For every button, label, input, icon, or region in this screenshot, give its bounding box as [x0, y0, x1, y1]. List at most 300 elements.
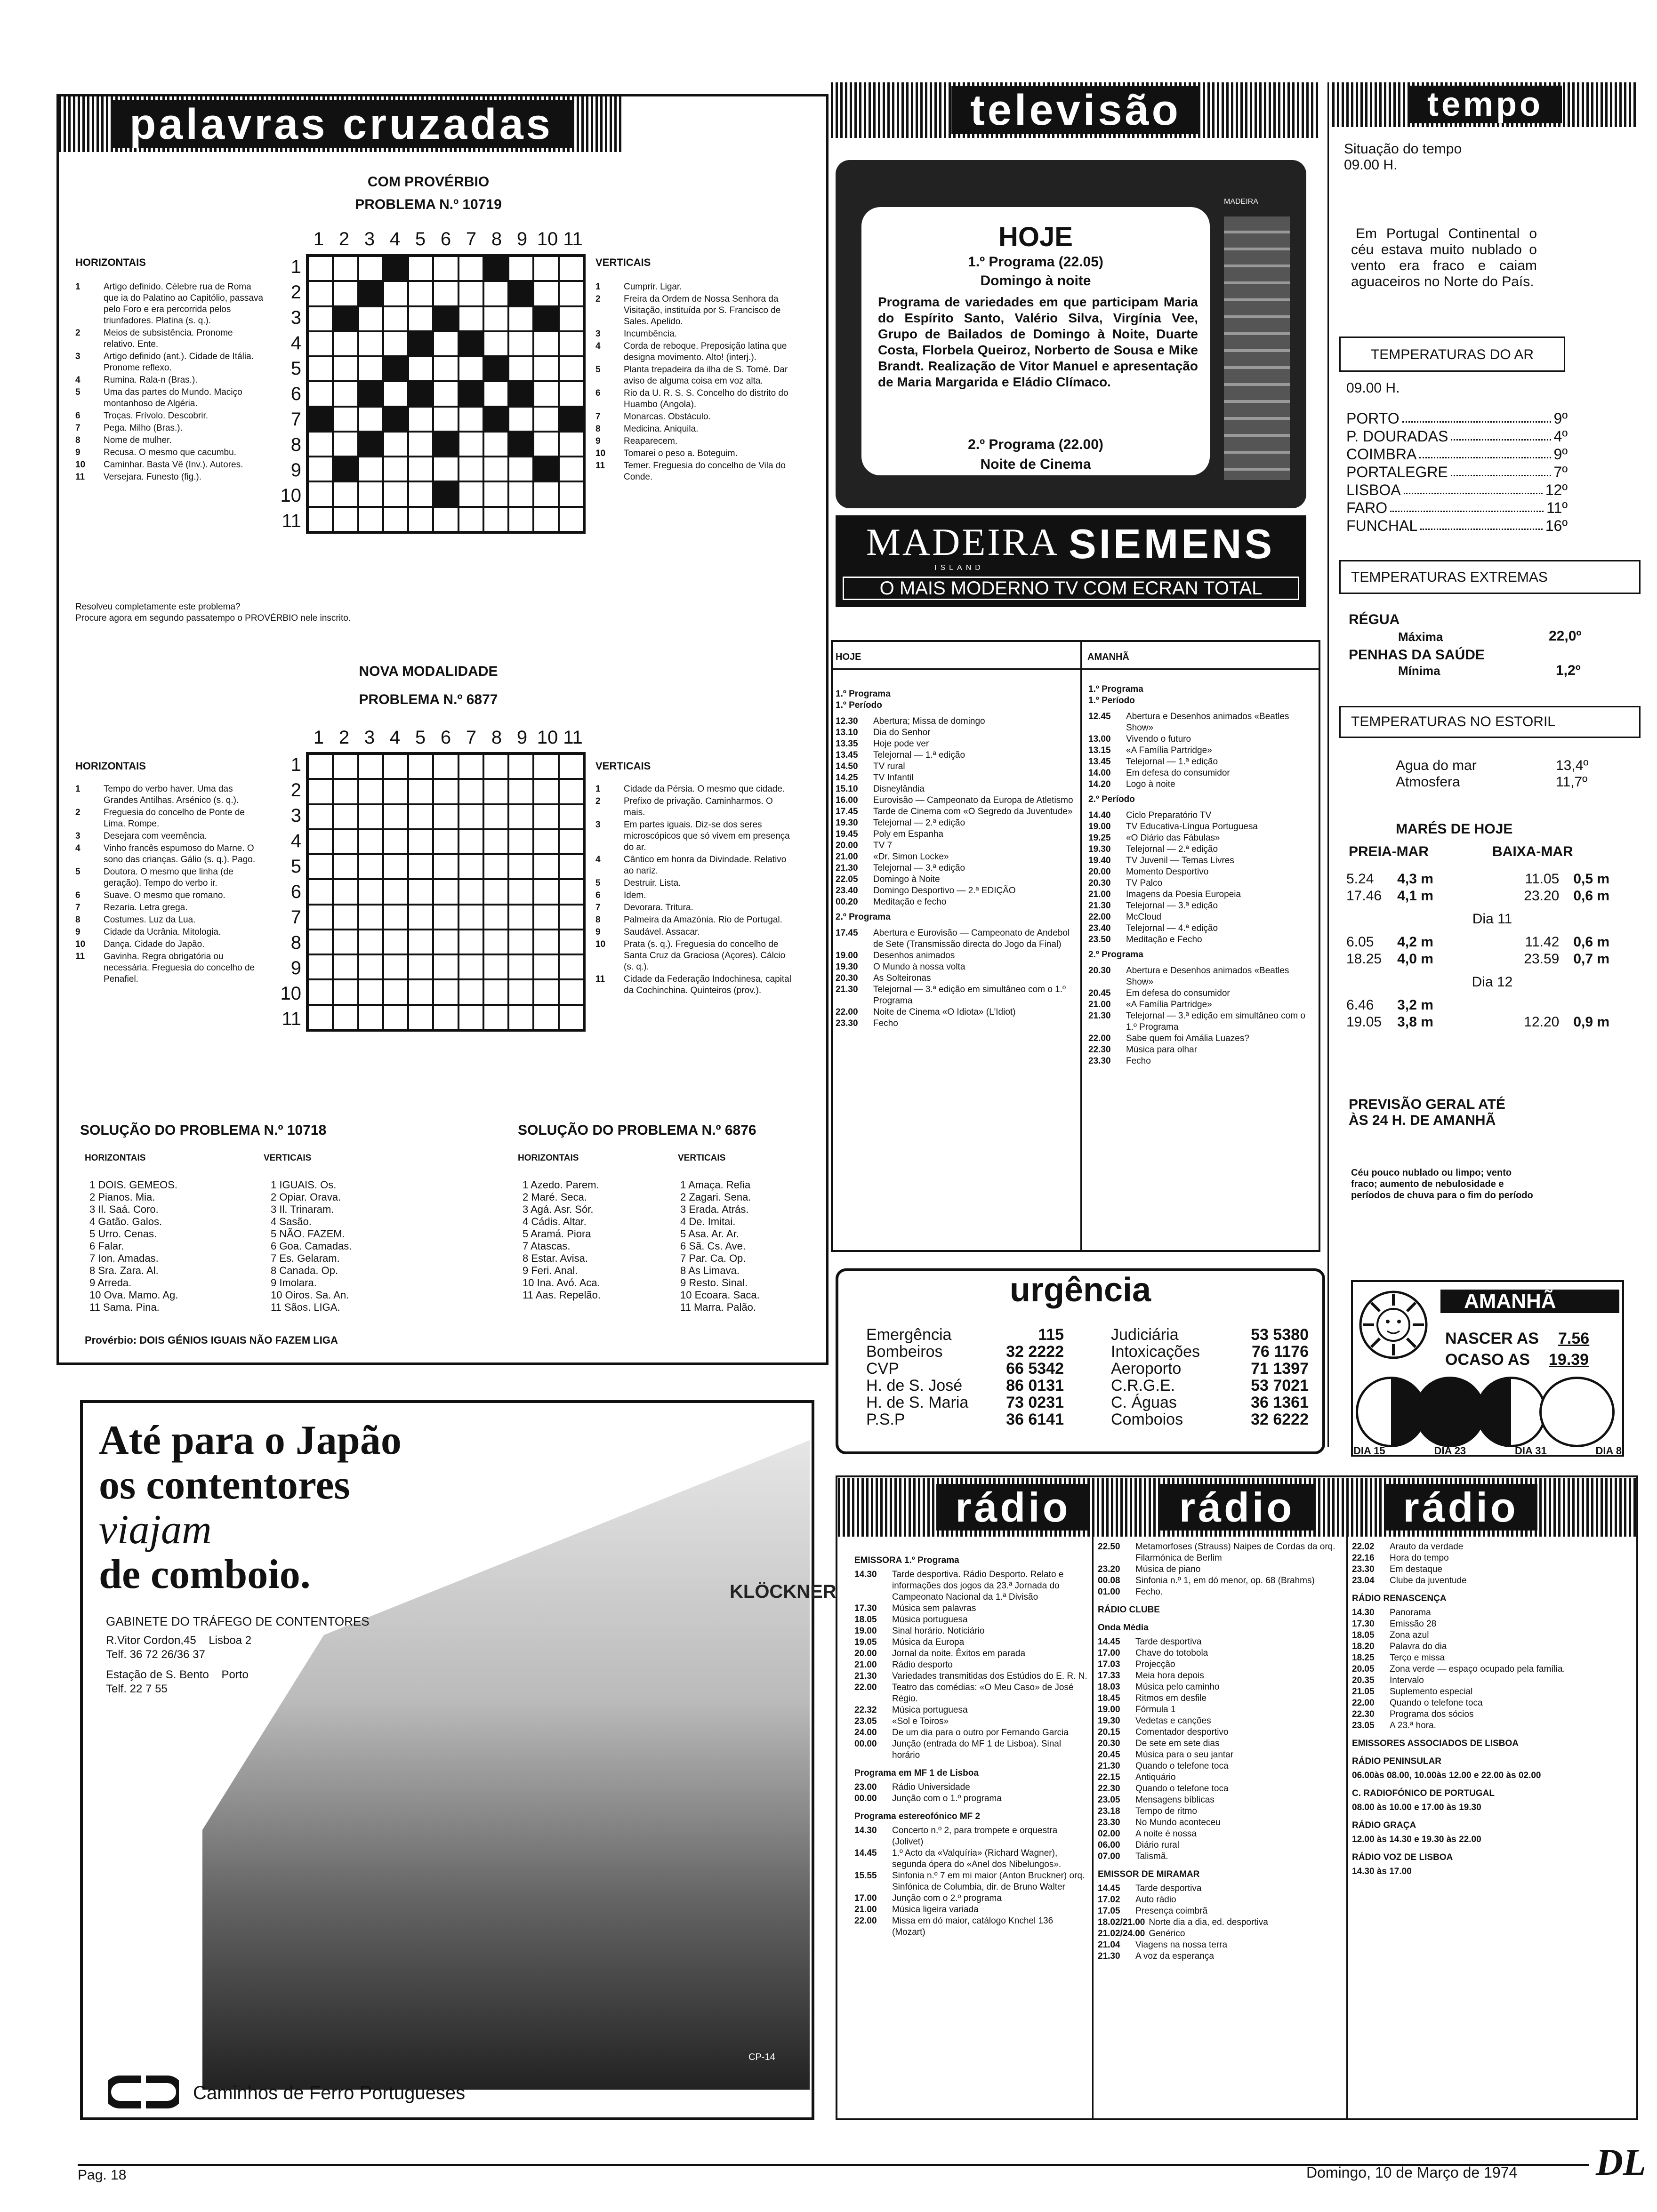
grid1-cell[interactable]	[433, 457, 458, 481]
tv-amanha-p1b-time: 21.30	[1088, 901, 1111, 911]
radio-col2-title: Música para o seu jantar	[1135, 1750, 1234, 1760]
grid2-cell[interactable]	[533, 829, 558, 854]
grid1-cell[interactable]	[559, 432, 584, 457]
p1-h-clue-text: Artigo definido (ant.). Cidade de Itália. Pronome reflexo.	[104, 352, 254, 373]
grid1-cell[interactable]	[408, 457, 433, 481]
grid1-cell[interactable]	[483, 457, 508, 481]
grid2-cell[interactable]	[559, 804, 584, 829]
grid1-cell[interactable]	[508, 306, 533, 331]
grid1-cell[interactable]	[333, 331, 358, 356]
grid2-cell[interactable]	[433, 779, 458, 804]
grid1-cell[interactable]	[483, 306, 508, 331]
p2-h-clue	[75, 951, 264, 985]
tempo-banner	[1332, 82, 1638, 127]
grid2-cell[interactable]	[358, 829, 383, 854]
grid2-cell[interactable]	[358, 954, 383, 979]
grid2-cell[interactable]	[408, 879, 433, 904]
tv-amanha-p2-time: 22.30	[1088, 1045, 1111, 1055]
radio-col2-title: Fecho.	[1135, 1587, 1163, 1597]
solution-2-h-label: HORIZONTAIS	[518, 1153, 579, 1163]
temp-value: 11º	[1546, 499, 1568, 516]
grid2-cell[interactable]	[333, 779, 358, 804]
grid2-cell[interactable]	[559, 829, 584, 854]
radio-col1-heading: Programa em MF 1 de Lisboa	[854, 1768, 979, 1778]
grid2-cell[interactable]	[358, 979, 383, 1004]
grid2-cell[interactable]	[333, 754, 358, 779]
grid2-cell[interactable]	[508, 930, 533, 954]
grid1-cell[interactable]	[333, 381, 358, 406]
grid2-cell[interactable]	[458, 954, 483, 979]
grid1-cell[interactable]	[483, 481, 508, 506]
grid2-cell[interactable]	[508, 779, 533, 804]
grid2-cell[interactable]	[483, 879, 508, 904]
grid1-cell[interactable]	[358, 457, 383, 481]
tide-day: Dia 11	[1472, 911, 1512, 927]
grid2-cell[interactable]	[433, 930, 458, 954]
grid1-cell[interactable]	[358, 481, 383, 506]
grid1-cell[interactable]	[433, 507, 458, 532]
grid2-cell[interactable]	[358, 804, 383, 829]
tv-hoje-p2-item	[836, 1007, 1076, 1018]
grid2-cell[interactable]	[383, 879, 408, 904]
grid2-cell[interactable]	[508, 905, 533, 930]
grid2-cell[interactable]	[383, 954, 408, 979]
grid1-cell[interactable]	[408, 507, 433, 532]
grid1-cell[interactable]	[559, 331, 584, 356]
grid1-cell[interactable]	[533, 381, 558, 406]
grid2-cell[interactable]	[533, 1005, 558, 1030]
grid2-cell[interactable]	[458, 879, 483, 904]
grid2-cell[interactable]	[333, 1005, 358, 1030]
grid1-cell[interactable]	[333, 281, 358, 306]
grid2-cell[interactable]	[308, 930, 333, 954]
grid1-cell[interactable]	[533, 432, 558, 457]
grid2-cell[interactable]	[358, 854, 383, 879]
grid2-cell[interactable]	[458, 804, 483, 829]
grid2-cell[interactable]	[559, 979, 584, 1004]
tv-amanha-p1b-item	[1088, 844, 1314, 855]
grid1-cell[interactable]	[408, 306, 433, 331]
tv-hoje-p1-item	[836, 761, 1076, 772]
grid1-cell[interactable]	[458, 407, 483, 432]
grid1-cell[interactable]	[458, 281, 483, 306]
grid1-cell[interactable]	[308, 281, 333, 306]
grid2-cell[interactable]	[508, 804, 533, 829]
radio-col2-item	[1098, 1894, 1342, 1906]
grid2-cell[interactable]	[508, 979, 533, 1004]
grid2-cell[interactable]	[533, 954, 558, 979]
grid1-cell[interactable]	[508, 407, 533, 432]
grid1-cell[interactable]	[433, 256, 458, 281]
grid2-cell[interactable]	[458, 979, 483, 1004]
radio-col2-time: 07.00	[1098, 1851, 1120, 1861]
grid2-cell[interactable]	[383, 854, 408, 879]
urgencia-right-phone: 76 1176	[1251, 1343, 1309, 1361]
crossword-grid-1[interactable]	[306, 254, 586, 534]
grid2-cell[interactable]	[533, 905, 558, 930]
grid2-cell[interactable]	[483, 854, 508, 879]
p2-col-number: 9	[516, 727, 528, 748]
p2-h-clue-text: Vinho francês espumoso do Marne. O sono das crianças. Gálio (s. q.). Pago.	[104, 843, 256, 865]
grid2-cell[interactable]	[483, 779, 508, 804]
radio-col2-title: Auto rádio	[1135, 1895, 1176, 1905]
grid2-cell[interactable]	[559, 954, 584, 979]
grid2-cell[interactable]	[433, 829, 458, 854]
radio-col2-title: Vedetas e canções	[1135, 1716, 1211, 1726]
p2-h-clue-text: Dança. Cidade do Japão.	[104, 939, 205, 949]
grid1-cell[interactable]	[358, 306, 383, 331]
grid1-cell[interactable]	[408, 256, 433, 281]
grid2-cell[interactable]	[358, 879, 383, 904]
p2-h-clue-text: Desejara com veemência.	[104, 831, 207, 841]
grid1-cell[interactable]	[508, 356, 533, 381]
grid1-cell[interactable]	[383, 457, 408, 481]
radio-col2-item	[1098, 1828, 1342, 1840]
grid1-cell[interactable]	[358, 256, 383, 281]
grid1-cell[interactable]	[408, 407, 433, 432]
grid2-cell[interactable]	[408, 829, 433, 854]
island-logo: ISLAND	[934, 564, 984, 572]
grid1-cell[interactable]	[559, 356, 584, 381]
grid1-cell[interactable]	[358, 507, 383, 532]
grid2-cell[interactable]	[333, 829, 358, 854]
grid2-cell[interactable]	[483, 930, 508, 954]
grid2-cell[interactable]	[508, 954, 533, 979]
grid1-cell[interactable]	[308, 356, 333, 381]
grid1-cell[interactable]	[458, 481, 483, 506]
grid2-cell[interactable]	[483, 954, 508, 979]
grid2-cell[interactable]	[308, 954, 333, 979]
grid2-cell[interactable]	[533, 930, 558, 954]
grid2-cell[interactable]	[483, 1005, 508, 1030]
grid1-cell[interactable]	[483, 432, 508, 457]
p1-horizontais-label: HORIZONTAIS	[75, 256, 146, 268]
radio-banner-text-1: rádio	[936, 1484, 1089, 1531]
grid1-cell[interactable]	[508, 256, 533, 281]
grid1-cell[interactable]	[433, 281, 458, 306]
grid1-cell[interactable]	[508, 457, 533, 481]
grid2-cell[interactable]	[433, 754, 458, 779]
grid1-cell[interactable]	[458, 507, 483, 532]
grid1-cell[interactable]	[358, 407, 383, 432]
grid1-black-cell	[383, 256, 408, 281]
grid2-cell[interactable]	[408, 979, 433, 1004]
p1-v-clue-number: 11	[595, 461, 605, 471]
grid1-cell[interactable]	[333, 507, 358, 532]
radio-col2-heading: Onda Média	[1098, 1623, 1149, 1633]
grid2-cell[interactable]	[433, 804, 458, 829]
grid2-cell[interactable]	[533, 879, 558, 904]
radio-col1-time: 00.00	[854, 1794, 877, 1803]
grid1-cell[interactable]	[433, 381, 458, 406]
grid1-cell[interactable]	[458, 356, 483, 381]
grid1-cell[interactable]	[483, 381, 508, 406]
grid2-cell[interactable]	[408, 804, 433, 829]
tv-hoje-p1-item	[836, 727, 1076, 738]
grid1-cell[interactable]	[308, 256, 333, 281]
grid2-cell[interactable]	[408, 905, 433, 930]
grid2-cell[interactable]	[358, 1005, 383, 1030]
grid1-cell[interactable]	[508, 481, 533, 506]
tempo-description: Em Portugal Continental o céu estava muito nublado o vento era fraco e caiam aguaceiros no Norte do País.	[1351, 226, 1537, 289]
p1-v-clue-text: Incumbência.	[624, 329, 677, 339]
grid2-cell[interactable]	[333, 954, 358, 979]
grid2-cell[interactable]	[508, 879, 533, 904]
grid2-cell[interactable]	[483, 979, 508, 1004]
grid1-cell[interactable]	[383, 381, 408, 406]
tv-amanha-p1b-title: Telejornal — 4.ª edição	[1126, 923, 1218, 933]
grid1-cell[interactable]	[333, 481, 358, 506]
grid1-cell[interactable]	[559, 481, 584, 506]
radio-col3-item	[1352, 1641, 1630, 1652]
grid2-cell[interactable]	[533, 779, 558, 804]
grid2-cell[interactable]	[408, 930, 433, 954]
grid1-cell[interactable]	[559, 306, 584, 331]
p1-v-clue	[595, 448, 793, 459]
tv-hoje-p1-time: 17.45	[836, 807, 858, 817]
grid1-cell[interactable]	[308, 481, 333, 506]
grid2-cell[interactable]	[408, 779, 433, 804]
grid2-cell[interactable]	[458, 754, 483, 779]
grid1-cell[interactable]	[383, 281, 408, 306]
grid1-cell[interactable]	[308, 381, 333, 406]
grid2-cell[interactable]	[333, 804, 358, 829]
grid1-cell[interactable]	[533, 281, 558, 306]
grid2-cell[interactable]	[483, 754, 508, 779]
grid2-cell[interactable]	[358, 930, 383, 954]
sol2-v-line: 8 As Limava.	[680, 1265, 740, 1276]
grid2-cell[interactable]	[483, 804, 508, 829]
nascer-value: 7.56	[1558, 1330, 1590, 1347]
grid2-cell[interactable]	[308, 804, 333, 829]
grid2-cell[interactable]	[383, 905, 408, 930]
grid2-cell[interactable]	[408, 954, 433, 979]
radio-col3-title: A 23.ª hora.	[1390, 1721, 1436, 1731]
grid1-cell[interactable]	[483, 281, 508, 306]
grid2-cell[interactable]	[383, 754, 408, 779]
grid2-cell[interactable]	[433, 854, 458, 879]
grid2-cell[interactable]	[333, 930, 358, 954]
p1-h-clue-text: Versejara. Funesto (fig.).	[104, 472, 202, 482]
p1-h-clue	[75, 387, 264, 409]
grid1-cell[interactable]	[483, 507, 508, 532]
crossword-grid-2[interactable]	[306, 752, 586, 1032]
grid2-cell[interactable]	[533, 854, 558, 879]
grid2-cell[interactable]	[408, 854, 433, 879]
grid2-cell[interactable]	[559, 930, 584, 954]
sol2-h-line: 2 Maré. Seca.	[523, 1191, 587, 1203]
grid2-cell[interactable]	[383, 979, 408, 1004]
radio-col3-hours: 06.00às 08.00, 10.00às 12.00 e 22.00 às 02.00	[1352, 1771, 1541, 1780]
grid1-black-cell	[458, 331, 483, 356]
grid2-cell[interactable]	[308, 754, 333, 779]
radio-col1-time: 00.00	[854, 1739, 877, 1749]
radio-column-1	[854, 1548, 1087, 1938]
grid2-cell[interactable]	[333, 979, 358, 1004]
grid2-cell[interactable]	[508, 1005, 533, 1030]
grid1-cell[interactable]	[533, 481, 558, 506]
grid2-cell[interactable]	[308, 829, 333, 854]
grid2-cell[interactable]	[433, 905, 458, 930]
grid1-cell[interactable]	[358, 331, 383, 356]
grid1-cell[interactable]	[308, 331, 333, 356]
grid2-cell[interactable]	[508, 754, 533, 779]
tide-cell	[1573, 997, 1638, 1014]
grid1-cell[interactable]	[559, 457, 584, 481]
p1-v-clue	[595, 411, 793, 423]
grid2-cell[interactable]	[358, 754, 383, 779]
radio-col2-title: Meia hora depois	[1135, 1671, 1204, 1681]
previsao-text: Céu pouco nublado ou limpo; vento fraco; aumento de nebulosidade e períodos de chuva para o fim do período	[1351, 1168, 1533, 1201]
grid2-cell[interactable]	[383, 930, 408, 954]
p2-h-clue-number: 9	[75, 927, 80, 937]
grid2-cell[interactable]	[383, 829, 408, 854]
grid2-cell[interactable]	[383, 779, 408, 804]
grid2-cell[interactable]	[559, 854, 584, 879]
grid2-cell[interactable]	[358, 779, 383, 804]
grid1-cell[interactable]	[358, 356, 383, 381]
grid1-cell[interactable]	[533, 507, 558, 532]
p2-row-numbers	[273, 752, 301, 1032]
radio-col2-time: 22.30	[1098, 1784, 1120, 1794]
grid2-cell[interactable]	[533, 754, 558, 779]
grid1-cell[interactable]	[559, 281, 584, 306]
grid1-cell[interactable]	[383, 432, 408, 457]
grid1-cell[interactable]	[533, 256, 558, 281]
grid2-cell[interactable]	[308, 979, 333, 1004]
urgencia-left-row	[866, 1394, 1064, 1411]
grid2-cell[interactable]	[458, 779, 483, 804]
grid1-cell[interactable]	[433, 356, 458, 381]
p2-col-number: 2	[338, 727, 350, 748]
grid2-cell[interactable]	[333, 879, 358, 904]
radio-banner-text-2: rádio	[1160, 1484, 1313, 1531]
grid1-cell[interactable]	[383, 481, 408, 506]
grid1-cell[interactable]	[308, 457, 333, 481]
grid1-cell[interactable]	[333, 356, 358, 381]
grid2-cell[interactable]	[458, 854, 483, 879]
grid1-cell[interactable]	[308, 507, 333, 532]
tv-control-panel	[1224, 216, 1290, 480]
temp-value: 4º	[1553, 428, 1568, 445]
grid2-cell[interactable]	[408, 754, 433, 779]
tide-cell: 0,7 m	[1573, 951, 1610, 967]
grid1-cell[interactable]	[508, 507, 533, 532]
grid1-cell[interactable]	[483, 331, 508, 356]
tv-hoje-p2-item	[836, 962, 1076, 973]
grid1-cell[interactable]	[408, 356, 433, 381]
grid1-cell[interactable]	[383, 507, 408, 532]
grid2-cell[interactable]	[483, 905, 508, 930]
grid2-cell[interactable]	[433, 879, 458, 904]
radio-col3-item	[1352, 1575, 1630, 1587]
grid2-cell[interactable]	[458, 930, 483, 954]
p1-v-clue-text: Reaparecem.	[624, 436, 678, 446]
radio-col2-item	[1098, 1749, 1342, 1761]
estoril-atmosfera-value: 11,7º	[1556, 774, 1588, 790]
grid1-cell[interactable]	[559, 381, 584, 406]
radio-col2-title: Diário rural	[1135, 1840, 1179, 1850]
grid2-cell[interactable]	[559, 905, 584, 930]
p1-v-clue-number: 4	[595, 341, 601, 351]
grid2-cell[interactable]	[358, 905, 383, 930]
grid2-cell[interactable]	[308, 779, 333, 804]
grid2-cell[interactable]	[383, 1005, 408, 1030]
grid2-cell[interactable]	[533, 979, 558, 1004]
radio-col2-time: 01.00	[1098, 1587, 1120, 1597]
grid2-cell[interactable]	[559, 1005, 584, 1030]
grid1-cell[interactable]	[458, 432, 483, 457]
grid2-cell[interactable]	[408, 1005, 433, 1030]
grid1-cell[interactable]	[408, 281, 433, 306]
grid2-cell[interactable]	[333, 854, 358, 879]
grid1-cell[interactable]	[433, 407, 458, 432]
sun-icon	[1358, 1290, 1429, 1360]
tide-cell: 0,9 m	[1573, 1014, 1610, 1030]
grid1-cell[interactable]	[458, 256, 483, 281]
grid2-cell[interactable]	[308, 905, 333, 930]
grid1-cell[interactable]	[508, 331, 533, 356]
grid1-cell[interactable]	[559, 256, 584, 281]
grid2-cell[interactable]	[458, 905, 483, 930]
grid2-cell[interactable]	[533, 804, 558, 829]
grid2-cell[interactable]	[483, 829, 508, 854]
grid1-cell[interactable]	[533, 356, 558, 381]
grid2-cell[interactable]	[433, 1005, 458, 1030]
grid2-cell[interactable]	[559, 779, 584, 804]
sol1-v-line: 7 Es. Gelaram.	[271, 1252, 340, 1264]
grid1-black-cell	[383, 407, 408, 432]
grid1-cell[interactable]	[408, 432, 433, 457]
grid1-cell[interactable]	[458, 457, 483, 481]
grid1-cell[interactable]	[458, 306, 483, 331]
grid2-cell[interactable]	[333, 905, 358, 930]
radio-col1-title: Teatro das comédias: «O Meu Caso» de José Régio.	[892, 1683, 1074, 1704]
p1-col-number: 7	[466, 229, 477, 249]
grid2-cell[interactable]	[383, 804, 408, 829]
grid1-cell[interactable]	[533, 331, 558, 356]
grid2-cell[interactable]	[433, 979, 458, 1004]
grid1-cell[interactable]	[533, 407, 558, 432]
urgencia-right-row	[1111, 1360, 1309, 1377]
grid2-cell[interactable]	[433, 954, 458, 979]
grid1-cell[interactable]	[559, 507, 584, 532]
grid2-cell[interactable]	[458, 1005, 483, 1030]
tv-hoje-p1-time: 13.35	[836, 739, 858, 749]
grid1-cell[interactable]	[383, 306, 408, 331]
grid1-cell[interactable]	[333, 432, 358, 457]
grid2-cell[interactable]	[458, 829, 483, 854]
grid1-cell[interactable]	[433, 331, 458, 356]
grid2-cell[interactable]	[559, 754, 584, 779]
grid1-cell[interactable]	[333, 256, 358, 281]
grid2-cell[interactable]	[559, 879, 584, 904]
grid1-cell[interactable]	[308, 432, 333, 457]
grid1-cell[interactable]	[383, 331, 408, 356]
grid2-cell[interactable]	[508, 854, 533, 879]
grid2-cell[interactable]	[508, 829, 533, 854]
grid1-cell[interactable]	[408, 481, 433, 506]
grid1-cell[interactable]	[308, 306, 333, 331]
grid1-cell[interactable]	[333, 407, 358, 432]
radio-col3-time: 20.35	[1352, 1675, 1375, 1685]
tv-hoje-p1-time: 21.00	[836, 852, 858, 862]
grid2-cell[interactable]	[308, 879, 333, 904]
grid2-cell[interactable]	[308, 1005, 333, 1030]
radio-col3-time: 21.05	[1352, 1687, 1375, 1697]
p2-v-clue	[595, 878, 793, 889]
grid2-cell[interactable]	[308, 854, 333, 879]
